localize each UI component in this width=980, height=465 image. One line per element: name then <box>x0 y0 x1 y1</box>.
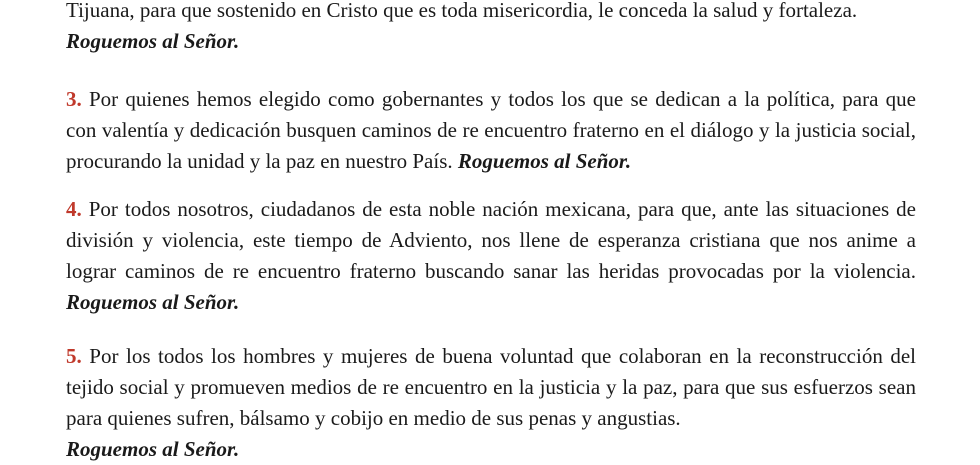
intercession-4 <box>66 194 916 318</box>
intercession-text: Por todos nosotros, ciudadanos de esta noble nación mexicana, para que, ante las situaciones de división y violencia, este tiempo de Adviento, nos llene de esperanza cristiana que nos anime a lograr caminos de re encuentro fraterno buscando sanar las heridas provocadas por la violencia. <box>66 197 916 283</box>
intercession-3 <box>66 84 916 177</box>
intercession-text: Por los todos los hombres y mujeres de buena voluntad que colaboran en la reconstrucción del tejido social y promueven medios de re encuentro en la justicia y la paz, para que sus esfuerzos sean para quienes sufren, bálsamo y cobijo en medio de sus penas y angustias. <box>66 344 916 430</box>
intercession-number: 4. <box>66 197 82 221</box>
intercession-response: Roguemos al Señor. <box>66 437 240 461</box>
intercession-number: 3. <box>66 87 82 111</box>
intercession-response: Roguemos al Señor. <box>66 29 240 53</box>
intercession-response: Roguemos al Señor. <box>457 149 632 173</box>
intercession-continued <box>66 0 916 57</box>
intercession-text: Por quienes hemos elegido como gobernantes y todos los que se dedican a la política, para que con valentía y dedicación busquen caminos de re encuentro fraterno en el diálogo y la justicia social, procurando la unidad y la paz en nuestro País. <box>66 87 916 173</box>
intercession-number: 5. <box>66 344 82 368</box>
intercession-response: Roguemos al Señor. <box>66 290 240 314</box>
intercession-5 <box>66 341 916 465</box>
intercession-text: Tijuana, para que sostenido en Cristo que es toda misericordia, le conceda la salud y fortaleza. <box>66 0 858 22</box>
